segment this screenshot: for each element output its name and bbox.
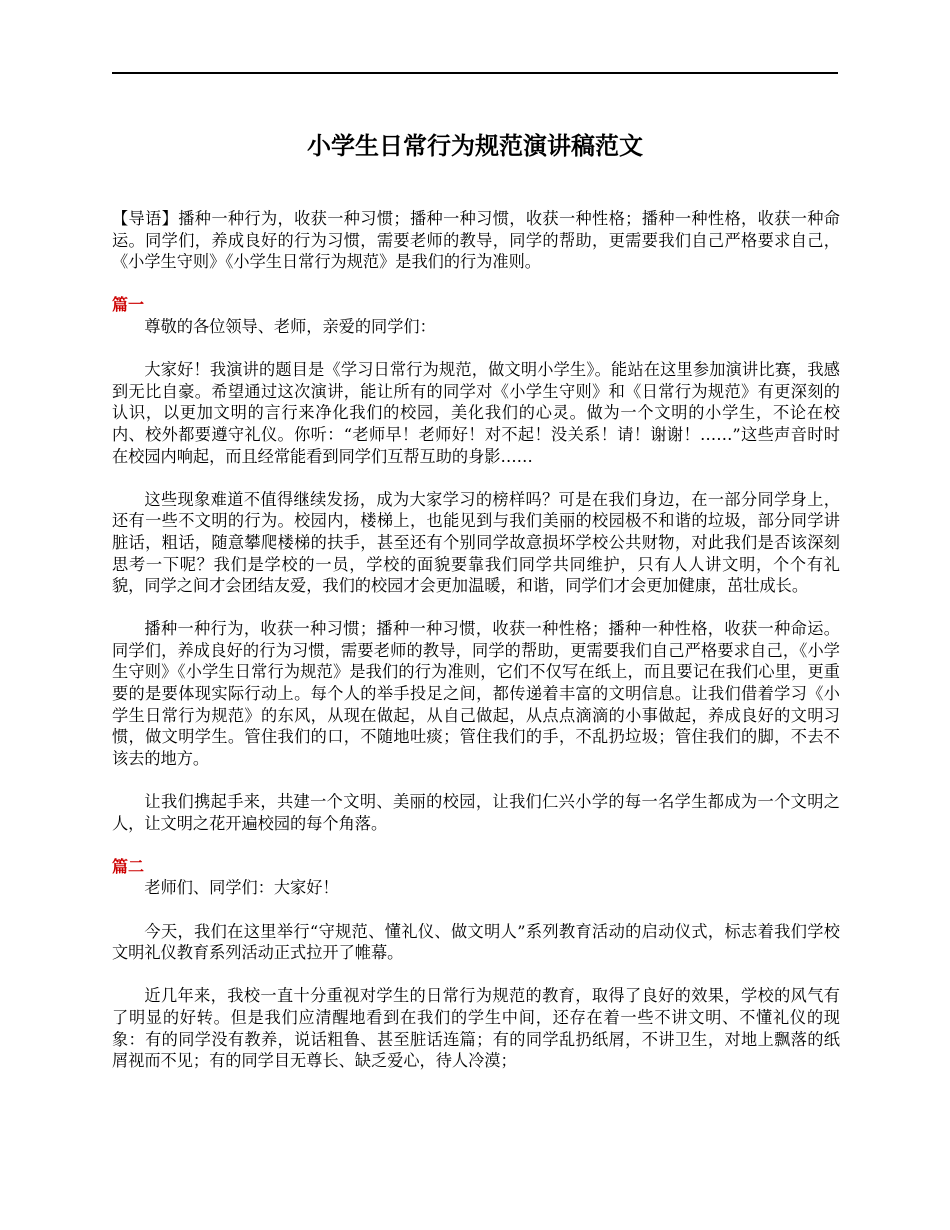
paragraph: 大家好！我演讲的题目是《学习日常行为规范，做文明小学生》。能站在这里参加演讲比赛，我感到无比自豪。希望通过这次演讲，能让所有的同学对《小学生守则》和《日常行为规范》有更深刻的认识，以更加文明的言行来净化我们的校园，美化我们的心灵。做为一个文明的小学生，不论在校内、校外都要遵守礼仪。你听：“老师早！老师好！对不起！没关系！请！谢谢！……”这些声音时时在校园内响起，而且经常能看到同学们互帮互助的身影…… xyxy=(112,360,840,466)
page-title: 小学生日常行为规范演讲稿范文 xyxy=(307,132,643,161)
greeting-1: 尊敬的各位领导、老师，亲爱的同学们： xyxy=(144,316,436,336)
intro-paragraph: 【导语】播种一种行为，收获一种习惯；播种一种习惯，收获一种性格；播种一种性格，收获一种命运。同学们，养成良好的行为习惯，需要老师的教导，同学的帮助，更需要我们自己严格要求自己，《小学生守则》《小学生日常行为规范》是我们的行为准则。 xyxy=(112,209,840,272)
document-body xyxy=(112,208,840,1072)
paragraph: 让我们携起手来，共建一个文明、美丽的校园，让我们仁兴小学的每一名学生都成为一个文明之人，让文明之花开遍校园的每个角落。 xyxy=(112,792,840,833)
section-heading-2: 篇二 xyxy=(112,856,145,876)
paragraph: 播种一种行为，收获一种习惯；播种一种习惯，收获一种性格；播种一种性格，收获一种命运。同学们，养成良好的行为习惯，需要老师的教导，同学的帮助，更需要我们自己严格要求自己，《小学生守则》《小学生日常行为规范》是我们的行为准则，它们不仅写在纸上，而且要记在我们心里，更重要的是要体现实际行动上。每个人的举手投足之间，都传递着丰富的文明信息。让我们借着学习《小学生日常行为规范》的东风，从现在做起，从自己做起，从点点滴滴的小事做起，养成良好的文明习惯，做文明学生。管住我们的口，不随地吐痰；管住我们的手，不乱扔垃圾；管住我们的脚，不去不该去的地方。 xyxy=(112,619,840,768)
section-heading-1: 篇一 xyxy=(112,295,145,315)
paragraph: 近几年来，我校一直十分重视对学生的日常行为规范的教育，取得了良好的效果，学校的风气有了明显的好转。但是我们应清醒地看到在我们的学生中间，还存在着一些不讲文明、不懂礼仪的现象：有的同学没有教养，说话粗鲁、甚至脏话连篇；有的同学乱扔纸屑，不讲卫生，对地上飘落的纸屑视而不见；有的同学目无尊长、缺乏爱心，待人冷漠； xyxy=(112,986,840,1071)
greeting-2: 老师们、同学们：大家好！ xyxy=(144,878,339,898)
header-rule xyxy=(112,72,838,74)
paragraph: 这些现象难道不值得继续发扬，成为大家学习的榜样吗？可是在我们身边，在一部分同学身上，还有一些不文明的行为。校园内，楼梯上，也能见到与我们美丽的校园极不和谐的垃圾，部分同学讲脏话，粗话，随意攀爬楼梯的扶手，甚至还有个别同学故意损坏学校公共财物，对此我们是否该深刻思考一下呢？我们是学校的一员，学校的面貌要靠我们同学共同维护，只有人人讲文明，个个有礼貌，同学之间才会团结友爱，我们的校园才会更加温暖，和谐，同学们才会更加健康，茁壮成长。 xyxy=(112,489,840,596)
paragraph: 今天，我们在这里举行“守规范、懂礼仪、做文明人”系列教育活动的启动仪式，标志着我们学校文明礼仪教育系列活动正式拉开了帷幕。 xyxy=(112,921,840,963)
